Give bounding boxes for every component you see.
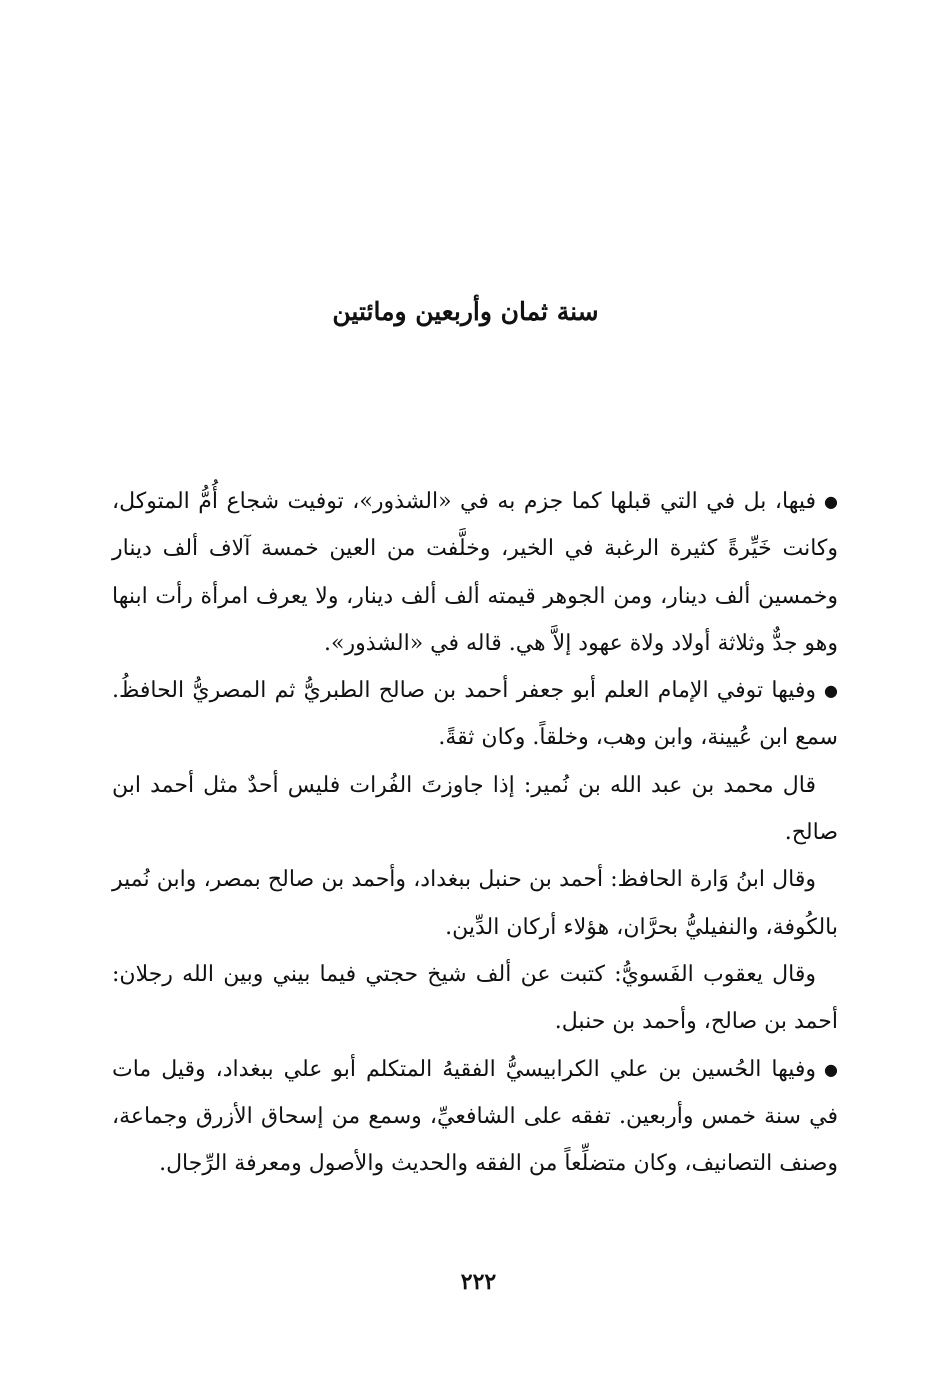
bullet-icon: ● [824, 1059, 838, 1079]
paragraph-bullet [112, 1046, 838, 1188]
paragraph-quote [112, 762, 838, 857]
page-number: ٢٢٢ [460, 1269, 497, 1295]
paragraph-text: فيها، بل في التي قبلها كما جزم به في «الشذور»، توفيت شجاع أُمُّ المتوكل، وكانت خَيِّرةً كثيرة الرغبة في الخير، وخلَّفت من العين خمسة آلاف ألف دينار وخمسين ألف دينار، ومن الجوهر قيمته ألف ألف دينار، ولا يعرف امرأة رأت ابنها وهو جدٌّ وثلاثة أولاد ولاة عهود إلاَّ هي. قاله في «الشذور». [112, 489, 838, 656]
paragraph-text: وقال يعقوب الفَسويُّ: كتبت عن ألف شيخ حجتي فيما بيني وبين الله رجلان: أحمد بن صالح، وأحمد بن حنبل. [112, 961, 838, 1035]
bullet-icon: ● [824, 492, 838, 511]
bullet-icon: ● [824, 681, 838, 701]
paragraph-text: قال محمد بن عبد الله بن نُمير: إذا جاوزتَ الفُرات فليس أحدٌ مثل أحمد ابن صالح. [112, 772, 838, 846]
paragraph-text: وفيها توفي الإمام العلم أبو جعفر أحمد بن صالح الطبريُّ ثم المصريُّ الحافظُ. سمع ابن عُيينة، وابن وهب، وخلقاً. وكان ثقةً. [112, 678, 838, 751]
paragraph-bullet [112, 667, 838, 762]
paragraph-quote [112, 951, 838, 1046]
chapter-heading: سنة ثمان وأربعين ومائتين [332, 297, 599, 326]
paragraph-bullet [112, 478, 838, 667]
paragraph-quote [112, 856, 838, 951]
body-text [112, 478, 838, 1187]
paragraph-text: وقال ابنُ وَارة الحافظ: أحمد بن حنبل ببغداد، وأحمد بن صالح بمصر، وابن نُمير بالكُوفة، والنفيليُّ بحرَّان، هؤلاء أركان الدِّين. [112, 867, 838, 940]
paragraph-text: وفيها الحُسين بن علي الكرابيسيُّ الفقيهُ المتكلم أبو علي ببغداد، وقيل مات في سنة خمس وأربعين. تفقه على الشافعيِّ، وسمع من إسحاق الأزرق وجماعة، وصنف التصانيف، وكان متضلِّعاً من الفقه والحديث والأصول ومعرفة الرِّجال. [112, 1056, 838, 1177]
